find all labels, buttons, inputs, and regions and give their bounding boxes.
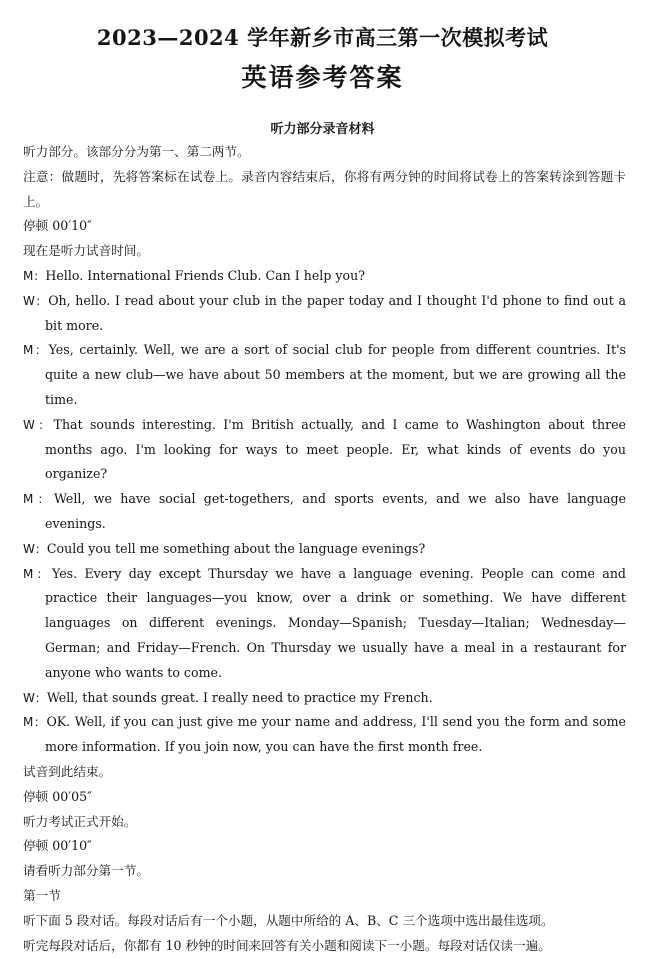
- dialogue-text: Could you tell me something about the language evenings?: [47, 541, 425, 556]
- section-heading: 第一节: [23, 884, 626, 909]
- pause-marker: 停顿 00′10″: [23, 214, 626, 239]
- dialogue-line: [23, 413, 626, 487]
- speaker-label: M：: [23, 567, 52, 581]
- section-title: 听力部分录音材料: [0, 118, 645, 137]
- pause-marker: 停顿 00′10″: [23, 834, 626, 859]
- dialogue-line: [23, 264, 626, 289]
- dialogue-text: OK. Well, if you can just give me your name and address, I'll send you the form and some more information. If you join now, you can have the first month free.: [45, 714, 626, 754]
- dialogue-line: [23, 562, 626, 686]
- paragraph: 请看听力部分第一节。: [23, 859, 626, 884]
- speaker-label: M：: [23, 343, 49, 357]
- speaker-label: M：: [23, 715, 46, 729]
- paragraph: 听力部分。该部分分为第一、第二两节。: [23, 140, 626, 165]
- dialogue-line: [23, 686, 626, 711]
- paragraph: 注意：做题时，先将答案标在试卷上。录音内容结束后，你将有两分钟的时间将试卷上的答案转涂到答题卡上。: [23, 165, 626, 215]
- answer-key-title: 英语参考答案: [0, 58, 645, 94]
- dialogue-text: Well, we have social get-togethers, and sports events, and we also have language evenings.: [45, 491, 626, 531]
- dialogue-line: [23, 537, 626, 562]
- dialogue-text: Hello. International Friends Club. Can I help you?: [45, 268, 365, 283]
- dialogue-text: Yes, certainly. Well, we are a sort of social club for people from different countries. It's quite a new club—we have about 50 members at the moment, but we are growing all the time.: [45, 342, 626, 407]
- paragraph: 听力考试正式开始。: [23, 810, 626, 835]
- dialogue-line: [23, 289, 626, 339]
- speaker-label: W：: [23, 294, 48, 308]
- speaker-label: W：: [23, 418, 54, 432]
- dialogue-text: That sounds interesting. I'm British actually, and I came to Washington about three months ago. I'm looking for ways to meet people. Er, what kinds of events do you organize?: [45, 417, 626, 482]
- speaker-label: M：: [23, 492, 54, 506]
- paragraph: 试音到此结束。: [23, 760, 626, 785]
- speaker-label: W：: [23, 691, 47, 705]
- pause-marker: 停顿 00′05″: [23, 785, 626, 810]
- paragraph: 听下面 5 段对话。每段对话后有一个小题，从题中所给的 A、B、C 三个选项中选出最佳选项。: [23, 909, 626, 934]
- transcript-body: [23, 140, 626, 958]
- speaker-label: W：: [23, 542, 47, 556]
- paragraph: 现在是听力试音时间。: [23, 239, 626, 264]
- speaker-label: M：: [23, 269, 45, 283]
- exam-title: 2023—2024 学年新乡市高三第一次模拟考试: [0, 22, 645, 52]
- paragraph: 听完每段对话后，你都有 10 秒钟的时间来回答有关小题和阅读下一小题。每段对话仅读一遍。: [23, 934, 626, 958]
- dialogue-text: Well, that sounds great. I really need to practice my French.: [47, 690, 433, 705]
- dialogue-line: [23, 487, 626, 537]
- dialogue-text: Oh, hello. I read about your club in the paper today and I thought I'd phone to find out a bit more.: [45, 293, 626, 333]
- dialogue-line: [23, 710, 626, 760]
- dialogue-line: [23, 338, 626, 412]
- dialogue-text: Yes. Every day except Thursday we have a language evening. People can come and practice their languages—you know, over a drink or something. We have different languages on different evenings. Monday—Spanish; Tuesday—Italian; Wednesday—German; and Friday—French. On Thursday we usually have a meal in a restaurant for anyone who wants to come.: [45, 566, 626, 680]
